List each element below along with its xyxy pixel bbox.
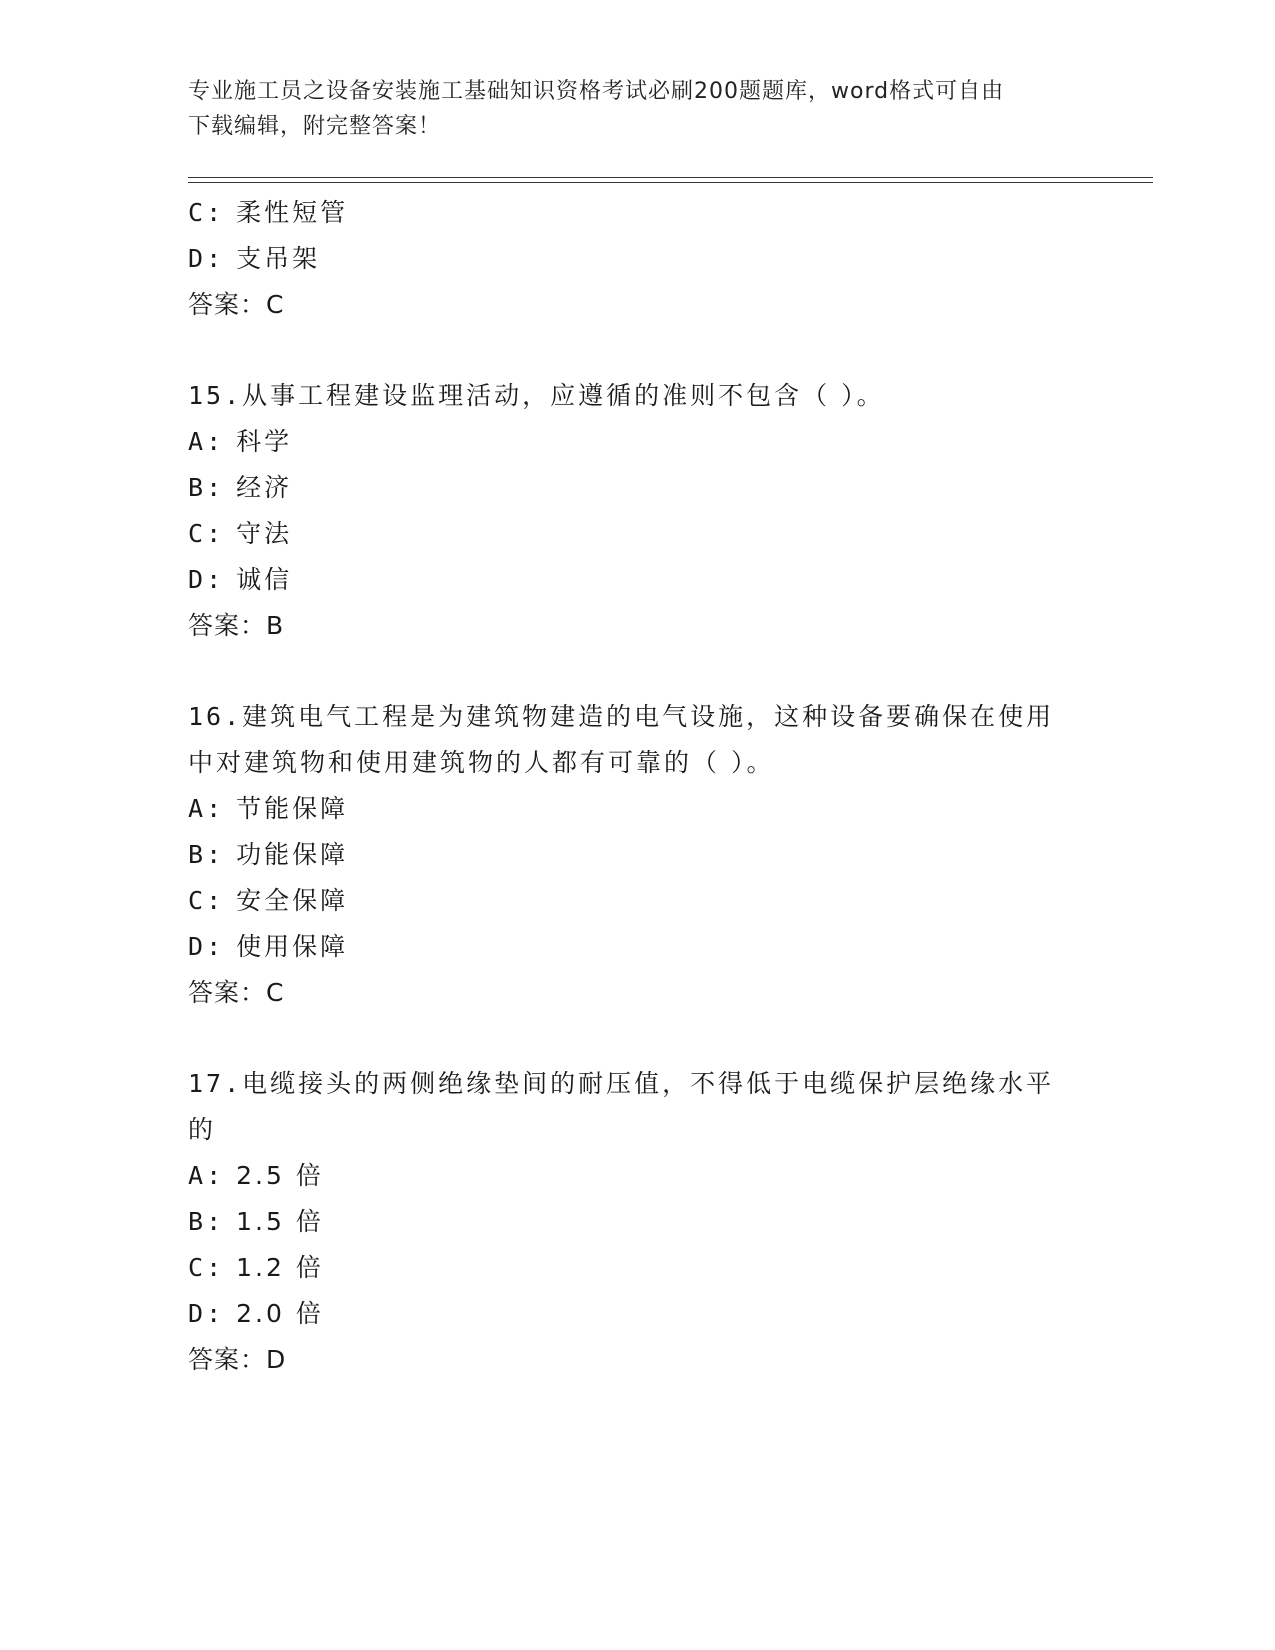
option-label: A xyxy=(188,794,207,823)
question-16 xyxy=(188,694,1088,1016)
header-line-2: 下载编辑，附完整答案！ xyxy=(188,114,442,139)
answer-value: C xyxy=(266,978,285,1007)
header-rule-top xyxy=(188,177,1153,178)
option-separator: : xyxy=(206,519,225,548)
option-label: B xyxy=(188,473,207,502)
option-label: C xyxy=(188,198,207,227)
option-separator: : xyxy=(206,244,225,273)
option-separator: : xyxy=(206,1299,225,1328)
question-number: 17. xyxy=(188,1069,243,1098)
option-d xyxy=(188,557,1088,603)
question-text-continued xyxy=(188,740,1088,786)
option-label: C xyxy=(188,1253,207,1282)
option-label: A xyxy=(188,427,207,456)
answer-line xyxy=(188,282,1088,328)
option-text: 科学 xyxy=(236,427,293,456)
option-separator: : xyxy=(206,473,225,502)
option-text: 功能保障 xyxy=(236,840,349,869)
option-label: B xyxy=(188,1207,207,1236)
question-text-line-1: 从事工程建设监理活动，应遵循的准则不包含（ ）。 xyxy=(242,381,885,410)
option-separator: : xyxy=(206,794,225,823)
question-text-line-2: 中对建筑物和使用建筑物的人都有可靠的（ ）。 xyxy=(188,748,775,777)
question-text-line-1: 电缆接头的两侧绝缘垫间的耐压值，不得低于电缆保护层绝缘水平 xyxy=(242,1069,1055,1098)
answer-value: C xyxy=(266,290,285,319)
answer-prefix: 答案： xyxy=(188,290,267,319)
option-text: 节能保障 xyxy=(236,794,349,823)
option-label: D xyxy=(188,244,207,273)
document-header xyxy=(188,74,1088,144)
question-17 xyxy=(188,1061,1088,1383)
question-text-line-2: 的 xyxy=(188,1115,217,1144)
option-b xyxy=(188,465,1088,511)
answer-line xyxy=(188,970,1088,1016)
option-d xyxy=(188,236,1088,282)
answer-value: D xyxy=(266,1345,287,1374)
option-a xyxy=(188,1153,1088,1199)
option-label: D xyxy=(188,565,207,594)
question-15 xyxy=(188,373,1088,649)
question-text-continued xyxy=(188,1107,1088,1153)
header-rule-bottom xyxy=(188,182,1153,183)
option-label: D xyxy=(188,1299,207,1328)
option-separator: : xyxy=(206,1207,225,1236)
prev-question-block xyxy=(188,190,1088,328)
option-text: 使用保障 xyxy=(236,932,349,961)
option-separator: : xyxy=(206,886,225,915)
option-separator: : xyxy=(206,932,225,961)
option-a xyxy=(188,419,1088,465)
option-label: C xyxy=(188,886,207,915)
answer-line xyxy=(188,603,1088,649)
option-c xyxy=(188,1245,1088,1291)
option-text: 2.0 倍 xyxy=(236,1299,324,1328)
option-text: 1.5 倍 xyxy=(236,1207,324,1236)
option-label: B xyxy=(188,840,207,869)
answer-line xyxy=(188,1337,1088,1383)
question-list xyxy=(188,190,1088,1383)
option-text: 1.2 倍 xyxy=(236,1253,324,1282)
question-text xyxy=(188,1061,1088,1107)
option-b xyxy=(188,832,1088,878)
option-separator: : xyxy=(206,427,225,456)
option-b xyxy=(188,1199,1088,1245)
header-line-1: 专业施工员之设备安装施工基础知识资格考试必刷200题题库，word格式可自由 xyxy=(188,79,1005,104)
option-d xyxy=(188,924,1088,970)
question-text xyxy=(188,373,1088,419)
option-text: 经济 xyxy=(236,473,293,502)
option-text: 支吊架 xyxy=(236,244,321,273)
option-a xyxy=(188,786,1088,832)
option-text: 安全保障 xyxy=(236,886,349,915)
answer-prefix: 答案： xyxy=(188,978,267,1007)
question-number: 16. xyxy=(188,702,243,731)
question-text xyxy=(188,694,1088,740)
option-c xyxy=(188,878,1088,924)
option-separator: : xyxy=(206,198,225,227)
option-d xyxy=(188,1291,1088,1337)
option-text: 诚信 xyxy=(236,565,293,594)
option-separator: : xyxy=(206,1161,225,1190)
answer-prefix: 答案： xyxy=(188,1345,267,1374)
option-label: D xyxy=(188,932,207,961)
option-separator: : xyxy=(206,565,225,594)
question-number: 15. xyxy=(188,381,243,410)
option-label: C xyxy=(188,519,207,548)
option-text: 柔性短管 xyxy=(236,198,349,227)
answer-value: B xyxy=(266,611,285,640)
answer-prefix: 答案： xyxy=(188,611,267,640)
question-text-line-1: 建筑电气工程是为建筑物建造的电气设施，这种设备要确保在使用 xyxy=(242,702,1055,731)
option-separator: : xyxy=(206,1253,225,1282)
option-c xyxy=(188,190,1088,236)
option-separator: : xyxy=(206,840,225,869)
option-c xyxy=(188,511,1088,557)
option-text: 2.5 倍 xyxy=(236,1161,324,1190)
option-label: A xyxy=(188,1161,207,1190)
option-text: 守法 xyxy=(236,519,293,548)
